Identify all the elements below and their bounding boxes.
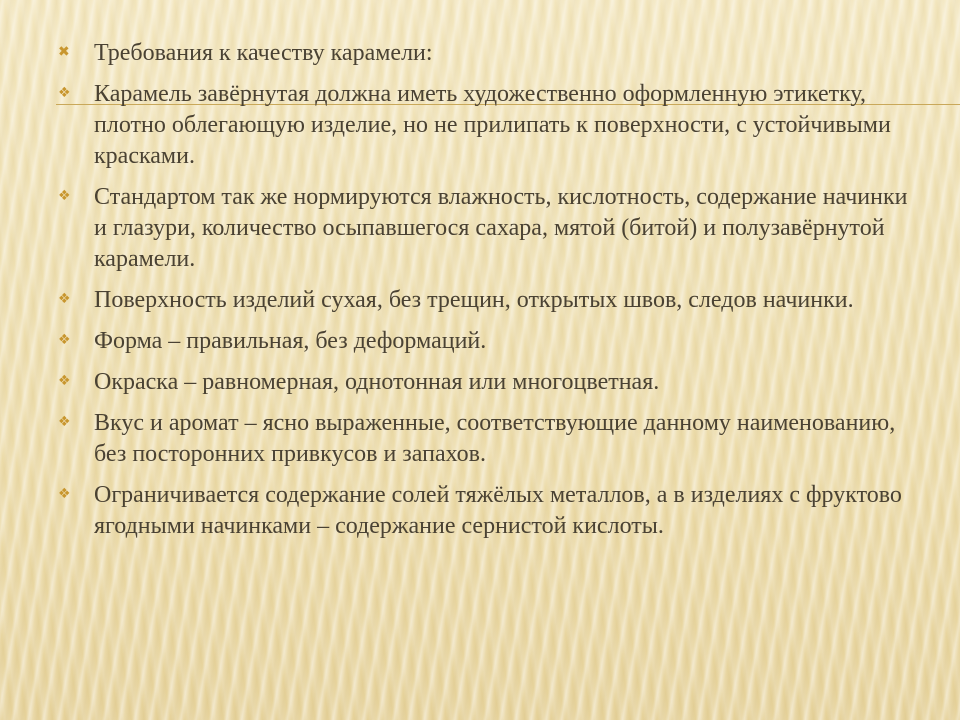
list-item-text: Поверхность изделий сухая, без трещин, открытых швов, следов начинки. (94, 287, 854, 313)
list-item-text: Карамель завёрнутая должна иметь художественно оформленную этикетку, плотно облегающую изделие, но не прилипать к поверхности, с устойчивыми красками. (94, 81, 891, 169)
list-item (56, 480, 916, 542)
list-item (56, 182, 916, 275)
diamond-bullet-icon: ❖ (58, 188, 71, 204)
list-item-text: Стандартом так же нормируются влажность, кислотность, содержание начинки и глазури, количество осыпавшегося сахара, мятой (битой) и полузавёрнутой карамели. (94, 184, 908, 272)
list-item-text: Требования к качеству карамели: (94, 40, 433, 66)
list-item (56, 38, 916, 69)
diamond-bullet-icon: ❖ (58, 85, 71, 101)
bullet-list (56, 38, 916, 552)
diamond-bullet-icon: ❖ (58, 414, 71, 430)
diamond-bullet-icon: ❖ (58, 373, 71, 389)
list-item (56, 79, 916, 172)
list-item (56, 285, 916, 316)
list-item-text: Ограничивается содержание солей тяжёлых металлов, а в изделиях с фруктово ягодными начинками – содержание сернистой кислоты. (94, 482, 902, 539)
diamond-bullet-icon: ❖ (58, 332, 71, 348)
list-item-text: Вкус и аромат – ясно выраженные, соответствующие данному наименованию, без посторонних привкусов и запахов. (94, 410, 896, 467)
diamond-bullet-icon: ❖ (58, 486, 71, 502)
diamond-bullet-icon: ❖ (58, 291, 71, 307)
list-item (56, 326, 916, 357)
list-item-text: Окраска – равномерная, однотонная или многоцветная. (94, 369, 660, 395)
list-item (56, 408, 916, 470)
x-bullet-icon: ✖ (58, 44, 70, 60)
list-item-text: Форма – правильная, без деформаций. (94, 328, 487, 354)
list-item (56, 367, 916, 398)
